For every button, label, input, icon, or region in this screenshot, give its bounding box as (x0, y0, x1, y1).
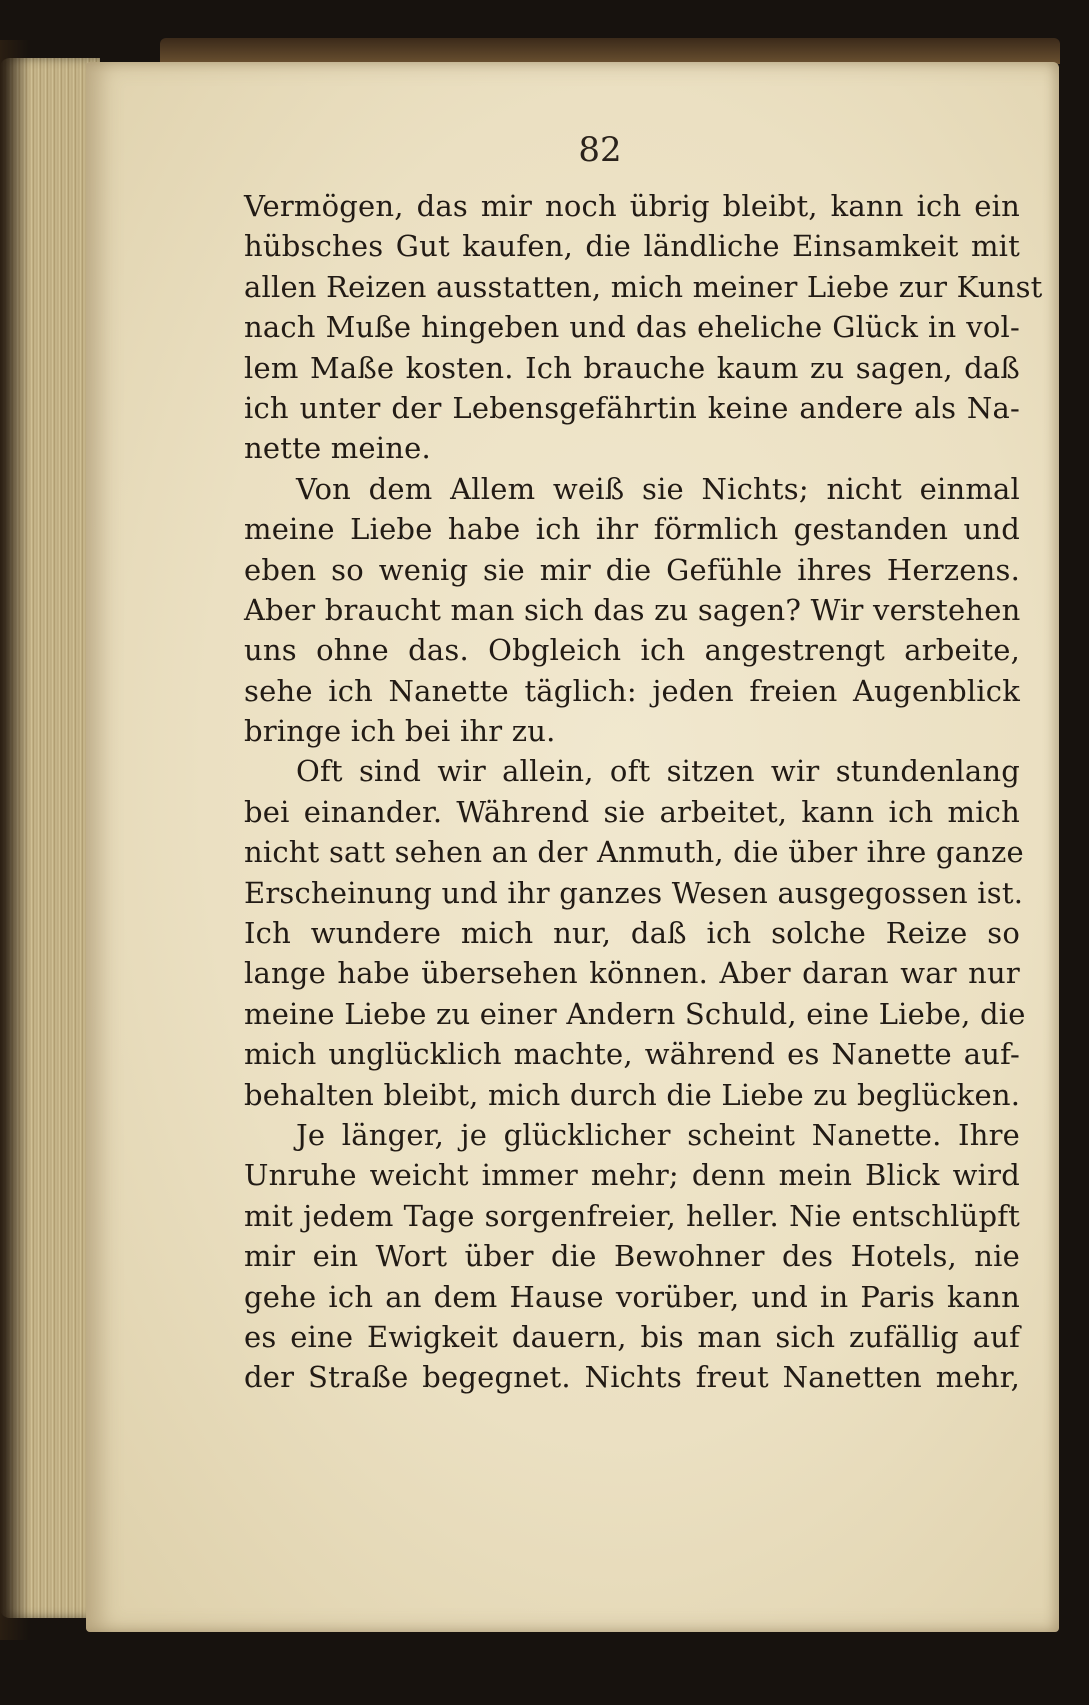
text-line: gehe ich an dem Hause vorüber, und in Paris kann (244, 1279, 1020, 1314)
text-line: mit jedem Tage sorgenfreier, heller. Nie entschlüpft (244, 1198, 1020, 1233)
text-line: ich unter der Lebensgefährtin keine andere als Na- (244, 390, 1020, 425)
text-line: es eine Ewigkeit dauern, bis man sich zufällig auf (244, 1319, 1020, 1354)
text-line: behalten bleibt, mich durch die Liebe zu beglücken. (244, 1077, 1021, 1112)
text-line: Unruhe weicht immer mehr; denn mein Blick wird (244, 1158, 1020, 1193)
text-line: meine Liebe zu einer Andern Schuld, eine Liebe, die (244, 996, 1026, 1031)
text-line: lem Maße kosten. Ich brauche kaum zu sagen, daß (244, 350, 1020, 385)
text-line: Vermögen, das mir noch übrig bleibt, kann ich ein (244, 189, 1020, 223)
text-line: hübsches Gut kaufen, die ländliche Einsamkeit mit (244, 229, 1020, 264)
text-line: sehe ich Nanette täglich: jeden freien Augenblick (244, 673, 1020, 708)
text-line: der Straße begegnet. Nichts freut Nanetten mehr, (244, 1360, 1020, 1395)
text-line: Von dem Allem weiß sie Nichts; nicht einmal (296, 471, 1020, 506)
text-line: Erscheinung und ihr ganzes Wesen ausgegossen ist. (244, 875, 1024, 910)
text-line: uns ohne das. Obgleich ich angestrengt arbeite, (244, 633, 1020, 668)
text-line: bei einander. Während sie arbeitet, kann ich mich (244, 794, 1020, 829)
text-line: nicht satt sehen an der Anmuth, die über ihre ganze (244, 835, 1024, 870)
text-line: Aber braucht man sich das zu sagen? Wir verstehen (244, 592, 1021, 627)
text-line: lange habe übersehen können. Aber daran war nur (244, 956, 1020, 991)
text-line: Oft sind wir allein, oft sitzen wir stundenlang (296, 754, 1020, 789)
body-text (244, 186, 1043, 1398)
text-line: mir ein Wort über die Bewohner des Hotels, nie (244, 1239, 1020, 1274)
text-line: nette meine. (244, 431, 431, 466)
page-number: 82 (578, 130, 622, 170)
text-line: bringe ich bei ihr zu. (244, 714, 556, 749)
text-line: Je länger, je glücklicher scheint Nanette. Ihre (296, 1117, 1020, 1152)
text-line: meine Liebe habe ich ihr förmlich gestanden und (244, 512, 1020, 547)
text-line: allen Reizen ausstatten, mich meiner Liebe zur Kunst (244, 269, 1043, 304)
text-line: mich unglücklich machte, während es Nanette auf- (244, 1037, 1020, 1072)
text-line: nach Muße hingeben und das eheliche Glück in vol- (244, 310, 1020, 345)
text-line: Ich wundere mich nur, daß ich solche Reize so (244, 916, 1020, 951)
text-line: eben so wenig sie mir die Gefühle ihres Herzens. (244, 552, 1020, 587)
spine-shadow (0, 40, 30, 1640)
book-top-edge (160, 38, 1060, 64)
